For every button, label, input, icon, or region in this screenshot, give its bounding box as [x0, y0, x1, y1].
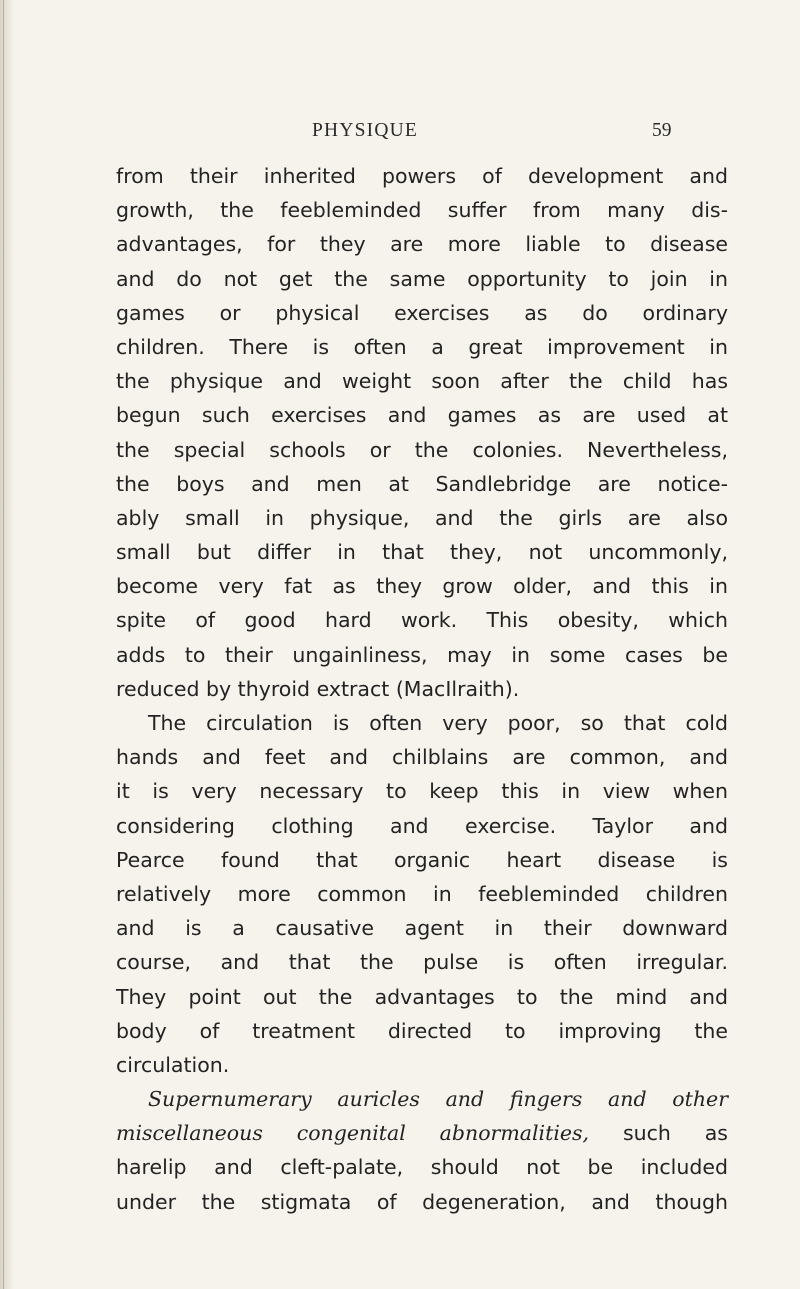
- text-line: begun such exercises and games as are used at: [116, 403, 728, 428]
- text-line: and do not get the same opportunity to join in: [116, 266, 728, 291]
- text-line: growth, the feebleminded suffer from many dis-: [116, 198, 728, 223]
- text-line: children. There is often a great improvement in: [116, 334, 728, 359]
- text-line: harelip and cleft-palate, should not be included: [116, 1155, 728, 1180]
- text-line: hands and feet and chilblains are common, and: [116, 745, 728, 770]
- text-line: and is a causative agent in their downward: [116, 916, 728, 941]
- roman-phrase: such as: [589, 1121, 728, 1146]
- page-binding-edge-line: [3, 0, 4, 1289]
- text-line: They point out the advantages to the mind and: [116, 984, 728, 1009]
- text-line: course, and that the pulse is often irregular.: [116, 950, 728, 975]
- text-line: the special schools or the colonies. Nevertheless,: [116, 437, 728, 462]
- body-text: [116, 159, 728, 1219]
- page-header: [0, 120, 800, 150]
- text-line: body of treatment directed to improving the: [116, 1018, 728, 1043]
- italic-phrase: miscellaneous congenital abnormalities,: [116, 1121, 590, 1146]
- text-line: spite of good hard work. This obesity, which: [116, 608, 728, 633]
- italic-text-line: Supernumerary auricles and fingers and other: [148, 1087, 728, 1112]
- text-line: ably small in physique, and the girls are also: [116, 505, 728, 530]
- text-line: games or physical exercises as do ordinary: [116, 300, 728, 325]
- text-line: under the stigmata of degeneration, and though: [116, 1189, 728, 1214]
- text-line: the boys and men at Sandlebridge are notice-: [116, 471, 728, 496]
- text-line: small but differ in that they, not uncommonly,: [116, 540, 728, 565]
- text-line: adds to their ungainliness, may in some cases be: [116, 642, 728, 667]
- text-line: become very fat as they grow older, and this in: [116, 574, 728, 599]
- running-head: PHYSIQUE: [312, 120, 419, 141]
- text-line: considering clothing and exercise. Taylor and: [116, 813, 728, 838]
- text-line: circulation.: [116, 1052, 230, 1077]
- text-line: relatively more common in feebleminded children: [116, 881, 728, 906]
- mixed-text-line: [116, 1116, 728, 1150]
- text-line: Pearce found that organic heart disease is: [116, 847, 728, 872]
- text-line: from their inherited powers of development and: [116, 164, 728, 188]
- text-line: the physique and weight soon after the child has: [116, 369, 728, 394]
- text-line: advantages, for they are more liable to disease: [116, 232, 728, 257]
- text-line: The circulation is often very poor, so that cold: [148, 711, 728, 735]
- text-line: reduced by thyroid extract (MacIlraith).: [116, 676, 520, 701]
- page-number: 59: [652, 120, 672, 141]
- text-line: it is very necessary to keep this in view when: [116, 779, 728, 804]
